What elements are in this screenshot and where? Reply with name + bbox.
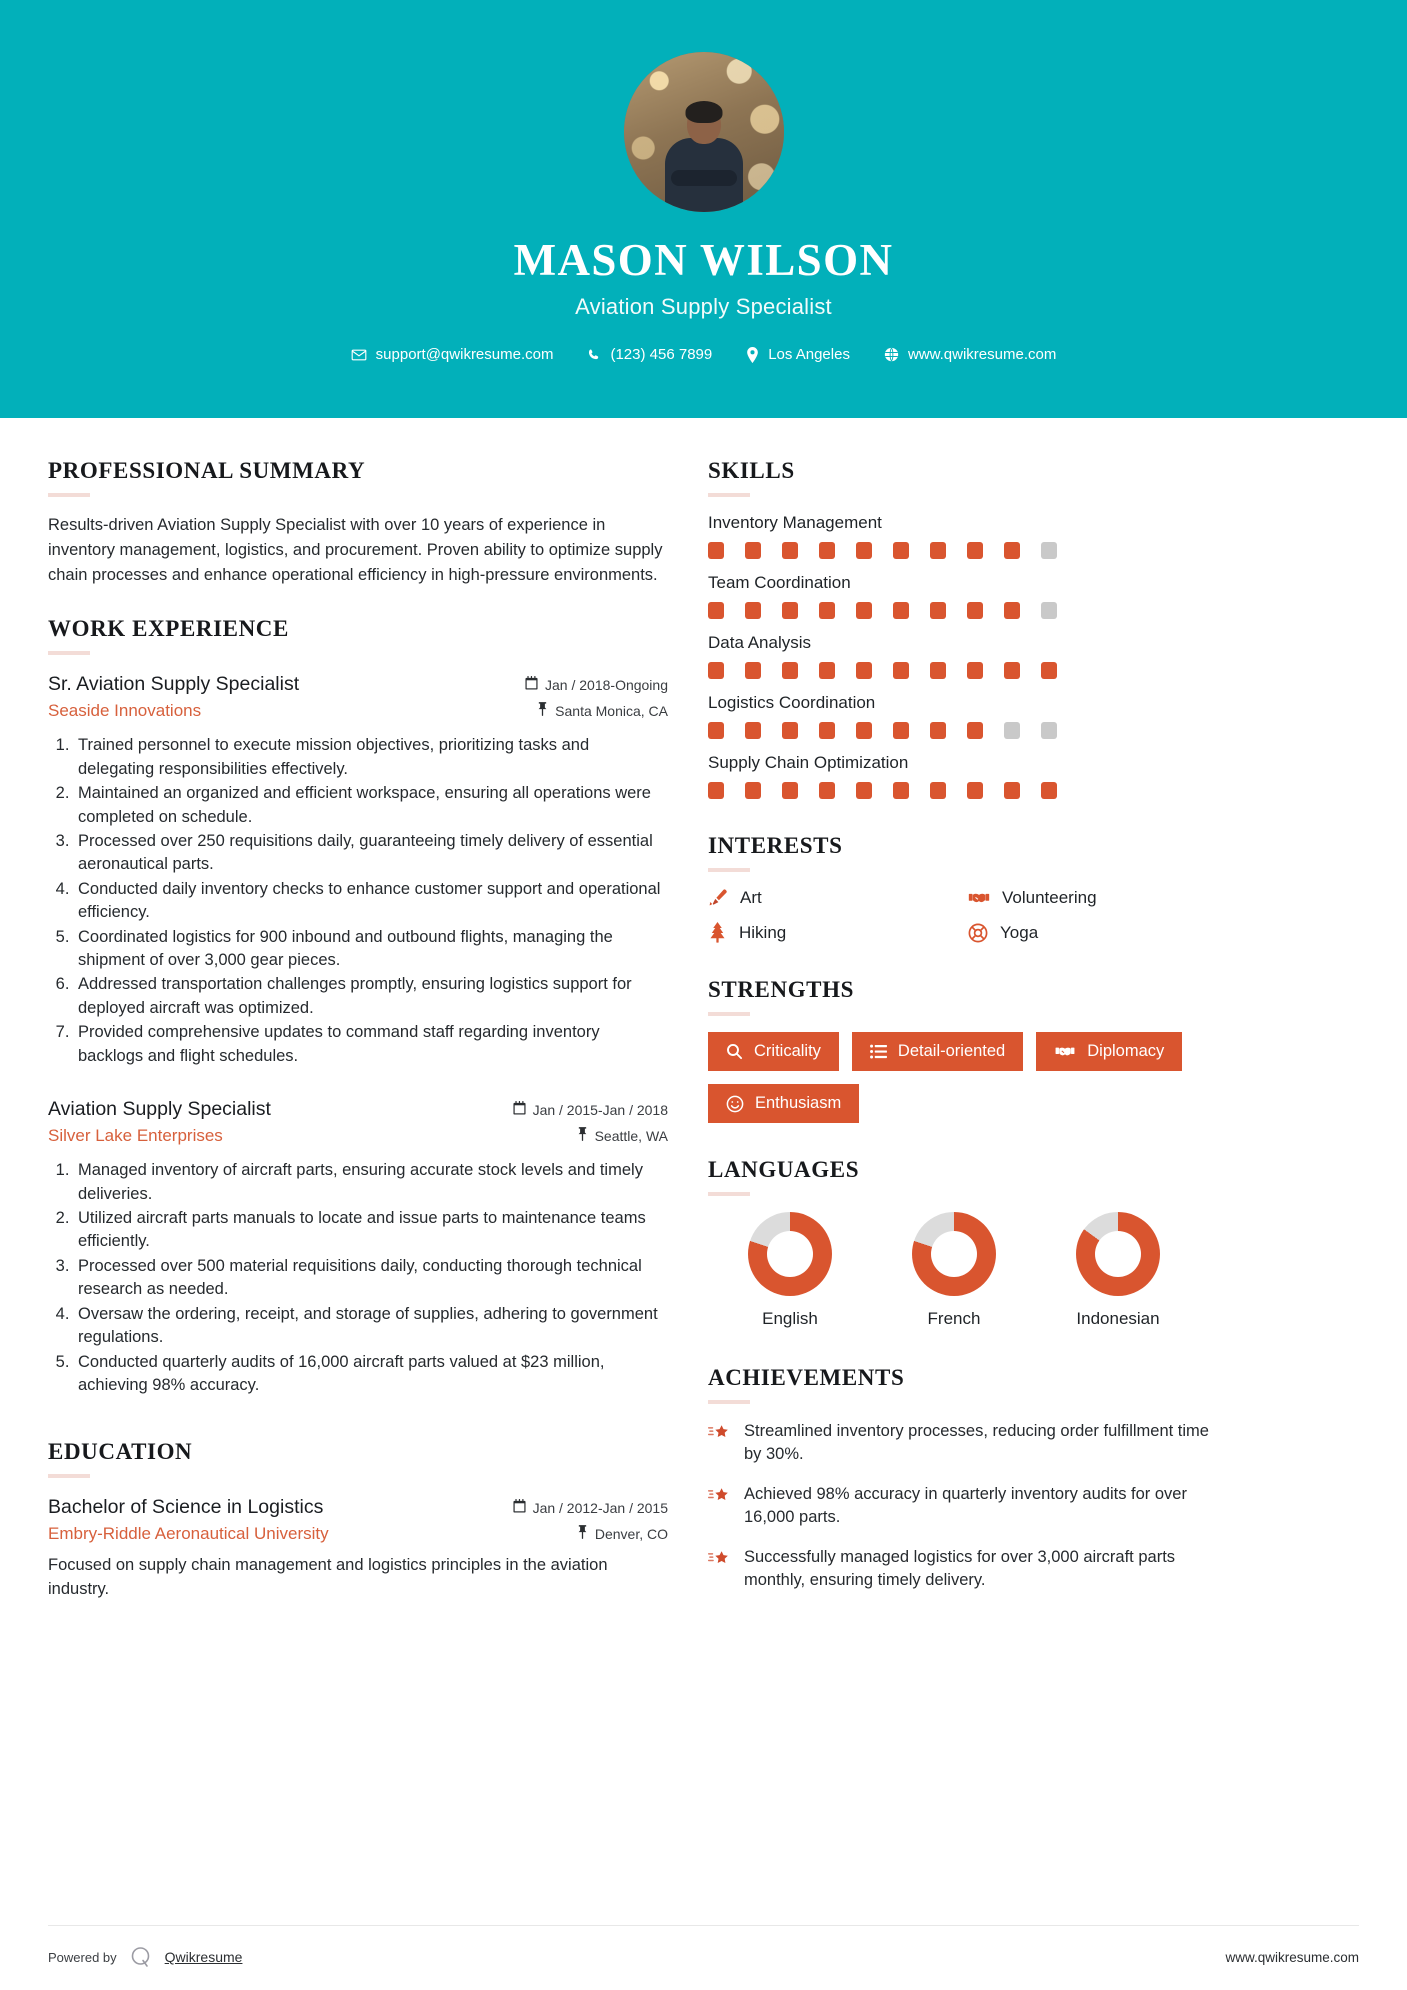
pin-icon [537, 702, 548, 719]
strength-label: Criticality [754, 1042, 821, 1060]
heading-underline [48, 651, 90, 655]
language-donut [1076, 1212, 1160, 1296]
job-bullets [48, 734, 668, 1068]
skill-dot-filled [745, 662, 761, 679]
job-company: Seaside Innovations [48, 701, 202, 721]
shooting-star-icon [708, 1483, 730, 1511]
strength-chip-enthusiasm[interactable] [708, 1084, 859, 1123]
section-heading: LANGUAGES [708, 1157, 860, 1182]
skill-dot-filled [708, 782, 724, 799]
pin-icon [577, 1525, 588, 1542]
interest-item [968, 888, 1228, 908]
skill-item [708, 573, 1228, 619]
list-item: 1. Trained personnel to execute mission objectives, prioritizing tasks and delegating responsibilities effectively. [74, 734, 668, 781]
skill-dot-empty [1041, 722, 1057, 739]
skill-dot-filled [782, 722, 798, 739]
qwikresume-brand-link[interactable]: Qwikresume [164, 1949, 243, 1965]
heading-underline [708, 1192, 750, 1196]
skill-rating [708, 602, 1228, 619]
skill-dot-filled [967, 662, 983, 679]
skill-dot-filled [819, 542, 835, 559]
powered-by-block [48, 1944, 242, 1970]
handshake-icon [968, 888, 990, 908]
skill-dot-filled [930, 782, 946, 799]
skill-dot-filled [819, 722, 835, 739]
job-date [525, 676, 668, 693]
skill-dot-filled [1041, 662, 1057, 679]
qwikresume-logo-icon [128, 1944, 154, 1970]
skill-dot-filled [893, 542, 909, 559]
list-item: 4. Oversaw the ordering, receipt, and storage of supplies, adhering to government regulations. [74, 1303, 668, 1350]
skill-dot-filled [893, 782, 909, 799]
achievement-text: Successfully managed logistics for over 3,000 aircraft parts monthly, ensuring timely delivery. [744, 1547, 1176, 1590]
languages-row [708, 1212, 1228, 1329]
interest-label: Hiking [739, 922, 787, 942]
list-item: 3. Processed over 250 requisitions daily, guaranteeing timely delivery of essential aeronautical parts. [74, 830, 668, 877]
section-heading: STRENGTHS [708, 977, 855, 1002]
skill-dot-filled [856, 602, 872, 619]
tree-icon [708, 922, 727, 943]
work-entry [48, 673, 668, 1068]
language-donut [912, 1212, 996, 1296]
skill-dot-empty [1004, 722, 1020, 739]
calendar-icon [513, 1101, 526, 1118]
skill-dot-filled [782, 662, 798, 679]
list-item: 2. Maintained an organized and efficient workspace, ensuring all operations were completed on schedule. [74, 782, 668, 829]
list-icon [870, 1044, 887, 1059]
skill-dot-filled [745, 542, 761, 559]
skill-dot-filled [930, 602, 946, 619]
email-icon [351, 347, 367, 363]
phone-icon [587, 348, 601, 362]
heading-underline [48, 1474, 90, 1478]
section-interests [708, 833, 1228, 943]
page-footer [48, 1925, 1359, 1990]
section-heading: SKILLS [708, 458, 795, 483]
section-achievements [708, 1365, 1228, 1593]
section-work-experience [48, 616, 668, 1397]
interest-item [968, 922, 1228, 943]
job-location [577, 1127, 668, 1144]
section-heading: ACHIEVEMENTS [708, 1365, 905, 1390]
skill-dot-filled [967, 782, 983, 799]
right-column [708, 458, 1228, 1907]
language-label: English [762, 1309, 818, 1328]
job-location-text: Santa Monica, CA [555, 702, 668, 719]
job-bullets [48, 1159, 668, 1397]
contact-phone[interactable] [570, 346, 729, 363]
school-name: Embry-Riddle Aeronautical University [48, 1524, 329, 1544]
skill-dot-filled [856, 542, 872, 559]
skill-dot-filled [893, 662, 909, 679]
paintbrush-icon [708, 888, 728, 908]
page-title: MASON WILSON [513, 235, 894, 285]
skill-dot-filled [819, 782, 835, 799]
resume-body [0, 418, 1407, 1907]
language-label: Indonesian [1076, 1309, 1160, 1328]
skill-dot-empty [1041, 542, 1057, 559]
list-item: 6. Addressed transportation challenges promptly, ensuring logistics support for deployed aircraft was optimized. [74, 973, 668, 1020]
skill-item [708, 693, 1228, 739]
skill-label: Data Analysis [708, 633, 811, 652]
skill-dot-filled [708, 662, 724, 679]
footer-url[interactable]: www.qwikresume.com [1225, 1949, 1359, 1965]
skill-rating [708, 542, 1228, 559]
shooting-star-icon [708, 1420, 730, 1448]
skill-dot-filled [893, 722, 909, 739]
interest-label: Yoga [1000, 922, 1039, 942]
skill-dot-filled [856, 662, 872, 679]
skill-item [708, 513, 1228, 559]
list-item: 5. Conducted quarterly audits of 16,000 aircraft parts valued at $23 million, achieving 98% accuracy. [74, 1351, 668, 1398]
job-role: Sr. Aviation Supply Specialist [48, 673, 300, 696]
education-location-text: Denver, CO [594, 1525, 668, 1542]
section-heading: PROFESSIONAL SUMMARY [48, 458, 366, 483]
profile-photo [624, 52, 784, 212]
job-date-text: Jan / 2018-Ongoing [545, 676, 668, 693]
skill-dot-filled [1041, 782, 1057, 799]
contact-row [334, 346, 1074, 363]
skill-dot-empty [1041, 602, 1057, 619]
skill-dot-filled [708, 722, 724, 739]
strength-label: Enthusiasm [755, 1094, 842, 1112]
skill-label: Logistics Coordination [708, 693, 876, 712]
strength-label: Detail-oriented [897, 1042, 1006, 1060]
strength-chip-detail-oriented[interactable] [852, 1032, 1023, 1071]
list-item: 3. Processed over 500 material requisitions daily, conducting thorough technical research as needed. [74, 1255, 668, 1302]
section-professional-summary [48, 458, 668, 588]
interest-label: Volunteering [1002, 888, 1097, 907]
job-location-text: Seattle, WA [594, 1127, 668, 1144]
work-entry [48, 1098, 668, 1397]
skill-dot-filled [819, 602, 835, 619]
skill-dot-filled [967, 722, 983, 739]
achievement-text: Achieved 98% accuracy in quarterly inventory audits for over 16,000 parts. [744, 1484, 1187, 1527]
skill-dot-filled [967, 542, 983, 559]
heading-underline [708, 493, 750, 497]
skill-dot-filled [745, 722, 761, 739]
globe-icon [884, 347, 899, 362]
heading-underline [708, 868, 750, 872]
education-description: Focused on supply chain management and logistics principles in the aviation industry. [48, 1556, 608, 1599]
skill-item [708, 633, 1228, 679]
location-icon [746, 347, 759, 363]
job-title: Aviation Supply Specialist [575, 294, 832, 319]
skill-dot-filled [782, 542, 798, 559]
summary-text: Results-driven Aviation Supply Specialist with over 10 years of experience in inventory management, logistics, and procurement. Proven ability to optimize supply chain processes and enhance operational efficiency in high-pressure environments. [48, 516, 663, 585]
achievement-item [708, 1546, 1228, 1593]
skill-dot-filled [782, 782, 798, 799]
language-item [708, 1212, 872, 1329]
photo-person [665, 104, 743, 212]
achievement-item [708, 1483, 1228, 1530]
smiley-icon [726, 1095, 744, 1113]
education-location [577, 1525, 668, 1542]
shooting-star-icon [708, 1546, 730, 1574]
lifebuoy-icon [968, 923, 988, 943]
contact-phone-text: (123) 456 7899 [610, 346, 713, 363]
skill-dot-filled [1004, 662, 1020, 679]
contact-location[interactable] [729, 346, 867, 363]
job-date [513, 1101, 668, 1118]
strengths-grid [708, 1032, 1228, 1123]
section-strengths [708, 977, 1228, 1123]
skill-dot-filled [856, 722, 872, 739]
list-item: 2. Utilized aircraft parts manuals to locate and issue parts to maintenance teams efficiently. [74, 1207, 668, 1254]
skill-dot-filled [708, 602, 724, 619]
skill-dot-filled [782, 602, 798, 619]
skill-dot-filled [930, 662, 946, 679]
section-heading: EDUCATION [48, 1439, 193, 1465]
heading-underline [708, 1012, 750, 1016]
contact-email[interactable] [334, 346, 571, 363]
section-education [48, 1439, 668, 1602]
skill-dot-filled [1004, 602, 1020, 619]
skill-dot-filled [967, 602, 983, 619]
education-date-text: Jan / 2012-Jan / 2015 [532, 1499, 668, 1516]
contact-website[interactable] [867, 346, 1073, 363]
section-heading: INTERESTS [708, 833, 843, 858]
education-entry [48, 1496, 668, 1602]
skill-item [708, 753, 1228, 799]
interests-grid [708, 888, 1228, 943]
language-item [1036, 1212, 1200, 1329]
contact-website-text: www.qwikresume.com [907, 346, 1057, 363]
section-skills [708, 458, 1228, 799]
degree-title: Bachelor of Science in Logistics [48, 1496, 324, 1519]
magnifier-icon [726, 1043, 743, 1060]
contact-location-text: Los Angeles [768, 346, 850, 363]
skill-dot-filled [856, 782, 872, 799]
section-languages [708, 1157, 1228, 1329]
interest-item [708, 888, 968, 908]
skill-dot-filled [930, 542, 946, 559]
skill-dot-filled [819, 662, 835, 679]
powered-by-label: Powered by [48, 1949, 117, 1965]
strength-label: Diplomacy [1087, 1042, 1165, 1060]
achievement-text: Streamlined inventory processes, reducing order fulfillment time by 30%. [744, 1422, 1209, 1464]
skill-dot-filled [745, 782, 761, 799]
calendar-icon [513, 1499, 526, 1516]
list-item: 1. Managed inventory of aircraft parts, ensuring accurate stock levels and timely deliveries. [74, 1159, 668, 1206]
education-date [513, 1499, 668, 1516]
skill-dot-filled [1004, 542, 1020, 559]
skill-dot-filled [708, 542, 724, 559]
job-date-text: Jan / 2015-Jan / 2018 [532, 1101, 668, 1118]
interest-label: Art [740, 888, 762, 907]
skill-label: Inventory Management [708, 513, 882, 532]
resume-header [0, 0, 1407, 418]
skill-rating [708, 782, 1228, 799]
interest-item [708, 922, 968, 943]
language-donut [748, 1212, 832, 1296]
calendar-icon [525, 676, 538, 693]
pin-icon [577, 1127, 588, 1144]
strength-chip-diplomacy[interactable] [1036, 1032, 1182, 1071]
heading-underline [708, 1400, 750, 1404]
achievement-item [708, 1420, 1228, 1467]
skill-label: Supply Chain Optimization [708, 753, 909, 772]
skill-dot-filled [930, 722, 946, 739]
list-item: 7. Provided comprehensive updates to command staff regarding inventory backlogs and flight schedules. [74, 1021, 668, 1068]
left-column [48, 458, 668, 1907]
strength-chip-criticality[interactable] [708, 1032, 839, 1071]
heading-underline [48, 493, 90, 497]
skill-rating [708, 662, 1228, 679]
skill-dot-filled [893, 602, 909, 619]
list-item: 5. Coordinated logistics for 900 inbound and outbound flights, managing the shipment of over 3,000 gear pieces. [74, 926, 668, 973]
list-item: 4. Conducted daily inventory checks to enhance customer support and operational efficiency. [74, 878, 668, 925]
language-label: French [927, 1309, 981, 1328]
job-location [537, 702, 668, 719]
skill-label: Team Coordination [708, 573, 851, 592]
job-company: Silver Lake Enterprises [48, 1126, 223, 1146]
job-role: Aviation Supply Specialist [48, 1098, 271, 1121]
section-heading: WORK EXPERIENCE [48, 616, 289, 642]
handshake-icon [1054, 1043, 1076, 1060]
contact-email-text: support@qwikresume.com [375, 346, 554, 363]
skill-rating [708, 722, 1228, 739]
skill-dot-filled [745, 602, 761, 619]
skill-dot-filled [1004, 782, 1020, 799]
language-item [872, 1212, 1036, 1329]
